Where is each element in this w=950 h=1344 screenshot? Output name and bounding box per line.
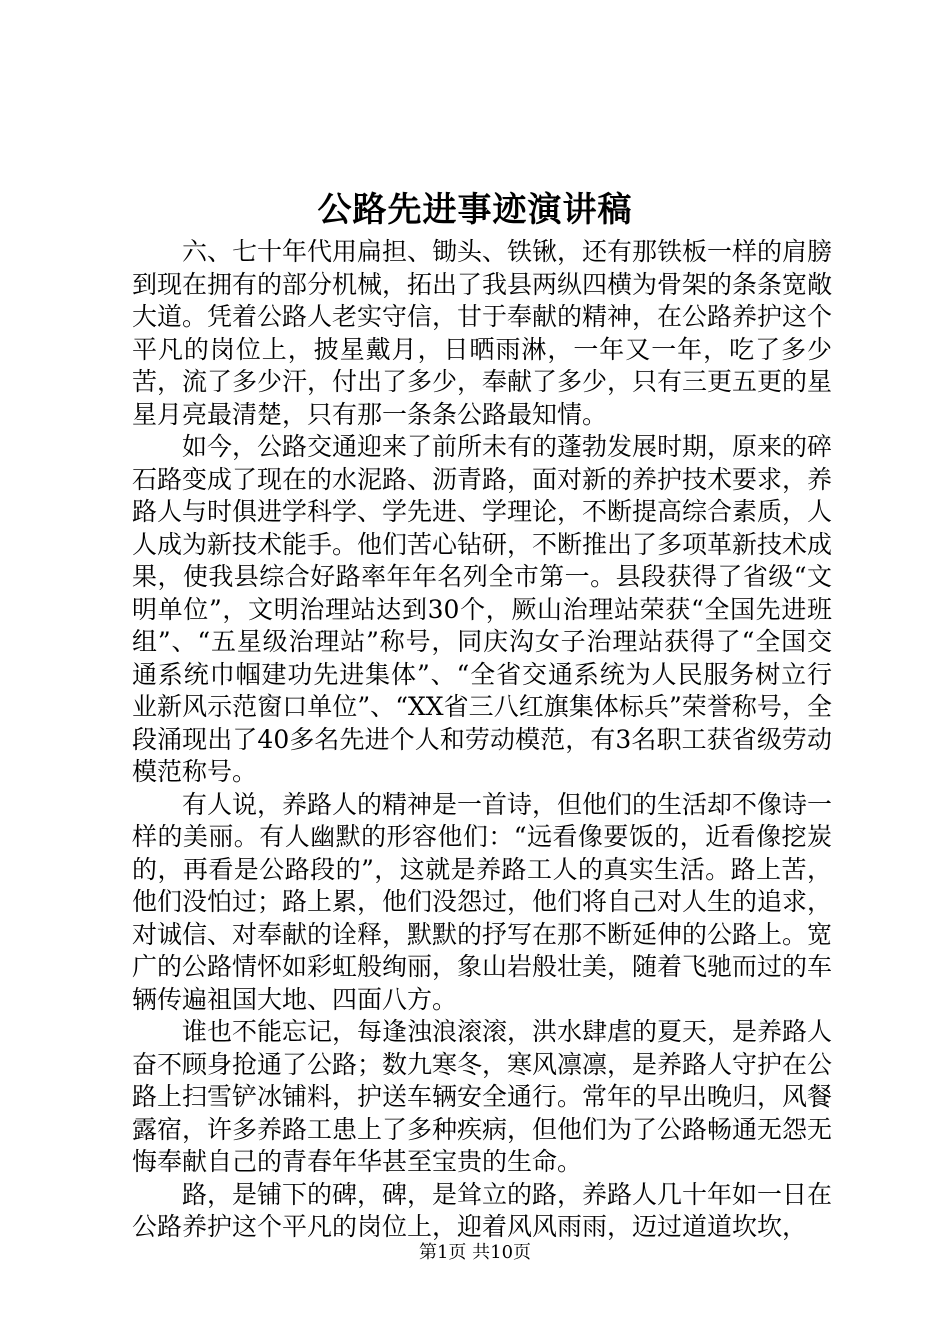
- paragraph: 如今，公路交通迎来了前所未有的蓬勃发展时期，原来的碎石路变成了现在的水泥路、沥青路，面对新的养护技术要求，养路人与时俱进学科学、学先进、学理论，不断提高综合素质，人人成为新技术能手。他们苦心钻研，不断推出了多项革新技术成果，使我县综合好路率年年名列全市第一。县段获得了省级“文明单位”，文明治理站达到30个，厥山治理站荣获“全国先进班组”、“五星级治理站”称号，同庆沟女子治理站获得了“全国交通系统巾帼建功先进集体”、“全省交通系统为人民服务树立行业新风示范窗口单位”、“XX省三八红旗集体标兵”荣誉称号，全段涌现出了40多名先进个人和劳动模范，有3名职工获省级劳动模范称号。: [132, 432, 833, 786]
- paragraph: 谁也不能忘记，每逢浊浪滚滚，洪水肆虐的夏天，是养路人奋不顾身抢通了公路；数九寒冬，寒风凛凛，是养路人守护在公路上扫雪铲冰铺料，护送车辆安全通行。常年的早出晚归，风餐露宿，许多养路工患上了多种疾病，但他们为了公路畅通无怨无悔奉献自己的青春年华甚至宝贵的生命。: [132, 1017, 833, 1176]
- document-body: [132, 236, 832, 1244]
- paragraph: 有人说，养路人的精神是一首诗，但他们的生活却不像诗一样的美丽。有人幽默的形容他们：“远看像要饭的，近看像挖炭的，再看是公路段的”，这就是养路工人的真实生活。路上苦，他们没怕过；路上累，他们没怨过，他们将自己对人生的追求，对诚信、对奉献的诠释，默默的抒写在那不断延伸的公路上。宽广的公路情怀如彩虹般绚丽，象山岩般壮美，随着飞驰而过的车辆传遍祖国大地、四面八方。: [132, 789, 833, 1014]
- document-title: 公路先进事迹演讲稿: [317, 190, 633, 230]
- page-footer: 第1页 共10页: [418, 1242, 532, 1263]
- paragraph: 路，是铺下的碑，碑，是耸立的路，养路人几十年如一日在公路养护这个平凡的岗位上，迎着风风雨雨，迈过道道坎坎，: [132, 1179, 833, 1241]
- paragraph: 六、七十年代用扁担、锄头、铁锹，还有那铁板一样的肩膀到现在拥有的部分机械，拓出了我县两纵四横为骨架的条条宽敞大道。凭着公路人老实守信，甘于奉献的精神，在公路养护这个平凡的岗位上，披星戴月，日晒雨淋，一年又一年，吃了多少苦，流了多少汗，付出了多少，奉献了多少，只有三更五更的星星月亮最清楚，只有那一条条公路最知情。: [132, 237, 833, 429]
